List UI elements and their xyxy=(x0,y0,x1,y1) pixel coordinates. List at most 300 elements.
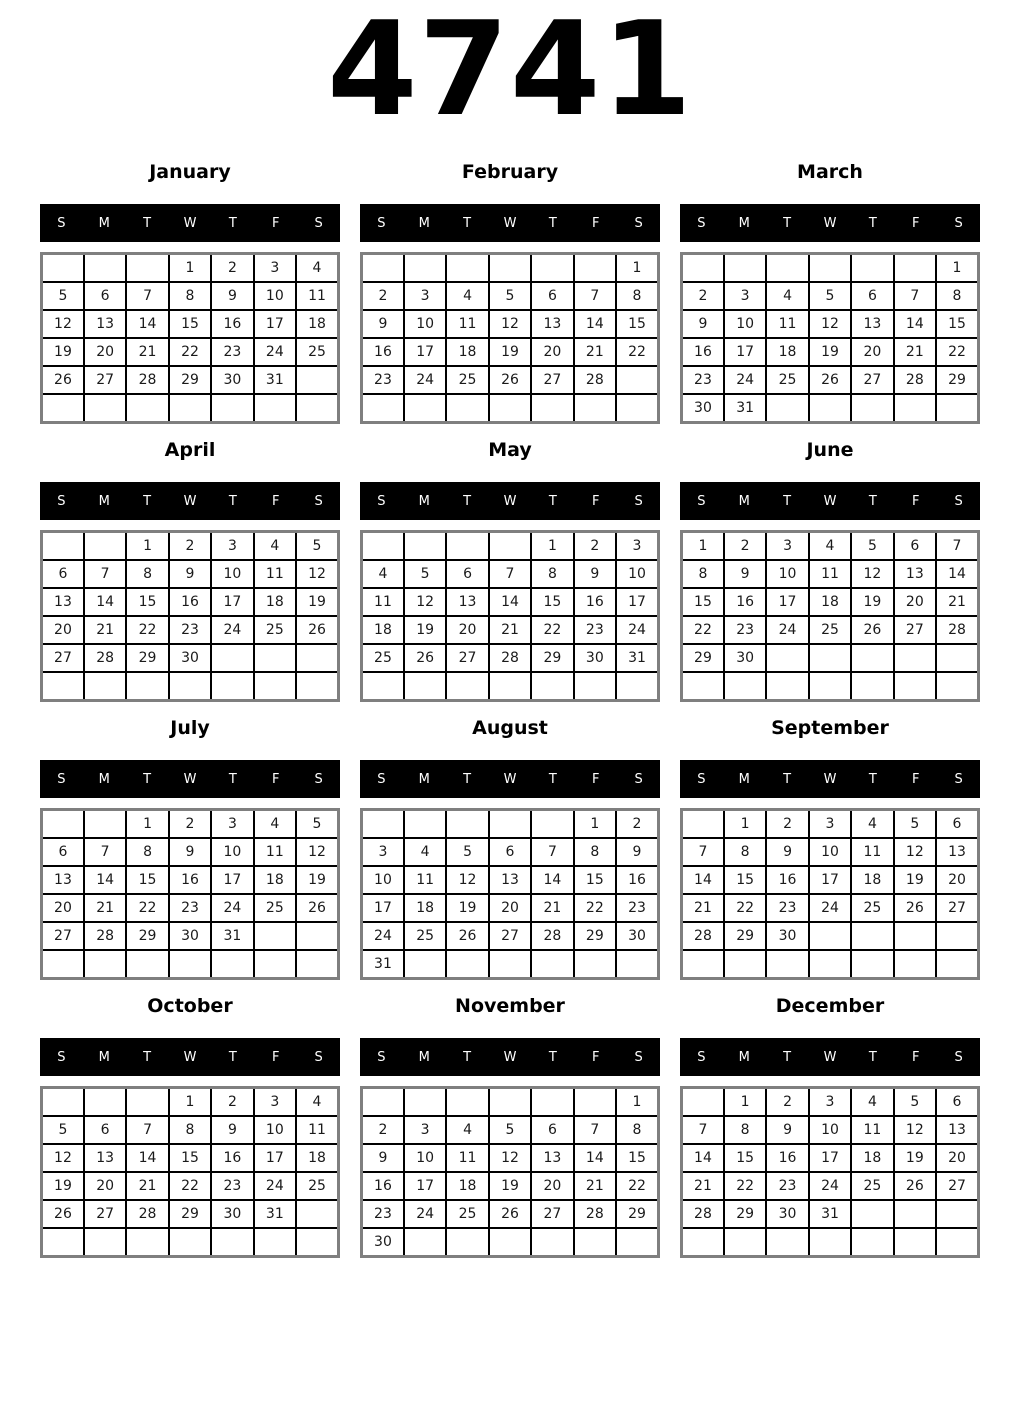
date-cell-empty xyxy=(616,672,658,701)
date-cell: 28 xyxy=(682,1200,724,1228)
week-row xyxy=(42,672,339,701)
week-row xyxy=(42,894,339,922)
month-march xyxy=(680,162,980,424)
date-cell: 22 xyxy=(126,616,168,644)
day-header-cell: M xyxy=(98,1049,110,1065)
date-cell-empty xyxy=(211,394,253,423)
date-cell: 18 xyxy=(851,866,893,894)
date-cell: 5 xyxy=(296,532,338,561)
date-cell: 26 xyxy=(42,366,84,394)
date-cell-empty xyxy=(126,1088,168,1117)
date-cell: 2 xyxy=(616,810,658,839)
day-header-cell: T xyxy=(868,215,877,231)
day-header-cell: S xyxy=(697,771,706,787)
week-row xyxy=(362,366,659,394)
day-header-cell: W xyxy=(183,771,197,787)
date-cell: 30 xyxy=(362,1228,404,1257)
date-cell: 4 xyxy=(446,1116,488,1144)
month-grid-table xyxy=(40,1086,340,1258)
day-header-row xyxy=(360,482,660,520)
date-cell: 6 xyxy=(84,1116,126,1144)
date-cell: 21 xyxy=(894,338,936,366)
week-row xyxy=(362,394,659,423)
date-cell: 8 xyxy=(724,838,766,866)
week-row xyxy=(42,588,339,616)
day-header-cell: W xyxy=(823,493,837,509)
day-header-cell: T xyxy=(463,493,472,509)
day-header-cell: F xyxy=(271,1049,280,1065)
date-cell: 25 xyxy=(296,338,338,366)
day-header-cell: S xyxy=(377,215,386,231)
date-cell-empty xyxy=(809,1228,851,1257)
date-cell: 8 xyxy=(936,282,978,310)
date-cell: 27 xyxy=(446,644,488,672)
date-cell: 16 xyxy=(211,310,253,338)
date-cell: 26 xyxy=(296,894,338,922)
week-row xyxy=(682,1144,979,1172)
date-cell: 2 xyxy=(766,810,808,839)
date-cell-empty xyxy=(254,644,296,672)
date-cell: 21 xyxy=(84,894,126,922)
date-cell: 30 xyxy=(211,366,253,394)
month-december xyxy=(680,996,980,1258)
date-cell: 3 xyxy=(766,532,808,561)
date-cell: 12 xyxy=(404,588,446,616)
date-cell: 9 xyxy=(169,838,211,866)
date-cell: 27 xyxy=(936,894,978,922)
date-cell: 6 xyxy=(531,1116,573,1144)
day-header-cell: F xyxy=(911,771,920,787)
date-cell: 26 xyxy=(489,1200,531,1228)
day-header-cell: S xyxy=(634,771,643,787)
date-cell: 8 xyxy=(574,838,616,866)
day-header-cell: S xyxy=(697,215,706,231)
date-cell: 21 xyxy=(574,338,616,366)
date-cell: 8 xyxy=(616,282,658,310)
date-cell: 17 xyxy=(724,338,766,366)
week-row xyxy=(682,1200,979,1228)
month-title: February xyxy=(461,161,559,183)
date-cell-empty xyxy=(616,1228,658,1257)
date-cell: 31 xyxy=(254,366,296,394)
date-cell: 25 xyxy=(254,894,296,922)
date-cell: 28 xyxy=(894,366,936,394)
date-cell: 15 xyxy=(531,588,573,616)
date-cell: 12 xyxy=(894,838,936,866)
month-november xyxy=(360,996,660,1258)
date-cell-empty xyxy=(766,672,808,701)
date-cell: 30 xyxy=(766,1200,808,1228)
date-cell: 4 xyxy=(446,282,488,310)
day-header-cell: T xyxy=(548,1049,557,1065)
date-cell: 3 xyxy=(211,532,253,561)
date-cell: 25 xyxy=(296,1172,338,1200)
date-cell: 20 xyxy=(42,616,84,644)
week-row xyxy=(682,1088,979,1117)
day-header-row xyxy=(40,760,340,798)
date-cell: 4 xyxy=(851,1088,893,1117)
date-cell: 25 xyxy=(362,644,404,672)
date-cell: 4 xyxy=(362,560,404,588)
week-row xyxy=(682,1228,979,1257)
date-cell: 3 xyxy=(211,810,253,839)
date-cell: 2 xyxy=(682,282,724,310)
week-row xyxy=(42,282,339,310)
week-row xyxy=(362,560,659,588)
week-row xyxy=(362,1116,659,1144)
date-cell: 24 xyxy=(211,894,253,922)
week-row xyxy=(682,838,979,866)
date-cell-empty xyxy=(489,1088,531,1117)
date-cell: 13 xyxy=(42,866,84,894)
date-cell: 5 xyxy=(894,810,936,839)
date-cell: 20 xyxy=(851,338,893,366)
week-row xyxy=(42,532,339,561)
day-header-cell: T xyxy=(143,1049,152,1065)
date-cell-empty xyxy=(211,1228,253,1257)
date-cell: 28 xyxy=(574,366,616,394)
day-header-cell: T xyxy=(143,493,152,509)
date-cell: 9 xyxy=(616,838,658,866)
week-row xyxy=(682,810,979,839)
date-cell: 7 xyxy=(936,532,978,561)
day-header-cell: W xyxy=(183,215,197,231)
date-cell-empty xyxy=(531,394,573,423)
week-row xyxy=(682,366,979,394)
date-cell: 16 xyxy=(766,1144,808,1172)
date-cell: 19 xyxy=(489,1172,531,1200)
week-row xyxy=(362,922,659,950)
date-cell: 11 xyxy=(254,560,296,588)
week-row xyxy=(362,310,659,338)
date-cell-empty xyxy=(489,672,531,701)
date-cell: 21 xyxy=(126,1172,168,1200)
week-row xyxy=(42,616,339,644)
date-cell: 19 xyxy=(851,588,893,616)
date-cell-empty xyxy=(446,532,488,561)
date-cell: 11 xyxy=(851,1116,893,1144)
date-cell: 8 xyxy=(169,1116,211,1144)
date-cell-empty xyxy=(489,254,531,283)
day-header-cell: M xyxy=(418,1049,430,1065)
date-cell: 1 xyxy=(616,1088,658,1117)
day-header-cell: S xyxy=(314,1049,323,1065)
month-february xyxy=(360,162,660,424)
week-row xyxy=(362,616,659,644)
date-cell-empty xyxy=(682,950,724,979)
date-cell: 23 xyxy=(169,616,211,644)
date-cell: 24 xyxy=(616,616,658,644)
date-cell: 17 xyxy=(362,894,404,922)
date-cell: 21 xyxy=(126,338,168,366)
date-cell: 18 xyxy=(296,310,338,338)
week-row xyxy=(682,1116,979,1144)
date-cell: 23 xyxy=(362,366,404,394)
date-cell: 13 xyxy=(936,1116,978,1144)
date-cell: 25 xyxy=(851,1172,893,1200)
date-cell: 22 xyxy=(724,894,766,922)
date-cell: 28 xyxy=(936,616,978,644)
date-cell: 27 xyxy=(489,922,531,950)
date-cell-empty xyxy=(42,532,84,561)
date-cell-empty xyxy=(809,394,851,423)
day-header-cell: T xyxy=(783,1049,792,1065)
date-cell: 20 xyxy=(894,588,936,616)
week-row xyxy=(362,1144,659,1172)
month-grid-table xyxy=(680,1086,980,1258)
date-cell-empty xyxy=(724,672,766,701)
date-cell: 8 xyxy=(682,560,724,588)
date-cell: 24 xyxy=(362,922,404,950)
date-cell: 4 xyxy=(809,532,851,561)
month-september xyxy=(680,718,980,980)
date-cell: 18 xyxy=(446,1172,488,1200)
month-title: December xyxy=(775,995,885,1017)
date-cell: 31 xyxy=(724,394,766,423)
date-cell: 5 xyxy=(446,838,488,866)
day-header-cell: W xyxy=(823,1049,837,1065)
date-cell-empty xyxy=(211,672,253,701)
date-cell-empty xyxy=(936,1200,978,1228)
date-cell: 12 xyxy=(296,560,338,588)
date-cell: 24 xyxy=(211,616,253,644)
date-cell: 2 xyxy=(362,282,404,310)
week-row xyxy=(362,532,659,561)
week-row xyxy=(682,1172,979,1200)
date-cell: 10 xyxy=(616,560,658,588)
day-header-cell: T xyxy=(868,493,877,509)
date-cell: 29 xyxy=(169,366,211,394)
day-header-cell: T xyxy=(228,215,237,231)
month-grid-table xyxy=(40,530,340,702)
date-cell-empty xyxy=(446,254,488,283)
day-header-cell: T xyxy=(463,771,472,787)
date-cell: 11 xyxy=(296,1116,338,1144)
date-cell: 5 xyxy=(42,1116,84,1144)
week-row xyxy=(42,338,339,366)
date-cell: 31 xyxy=(616,644,658,672)
date-cell-empty xyxy=(851,1200,893,1228)
date-cell: 15 xyxy=(724,1144,766,1172)
day-header-cell: S xyxy=(634,493,643,509)
day-header-cell: M xyxy=(98,771,110,787)
date-cell: 19 xyxy=(404,616,446,644)
date-cell: 1 xyxy=(616,254,658,283)
date-cell: 28 xyxy=(682,922,724,950)
date-cell-empty xyxy=(574,672,616,701)
day-header-cell: T xyxy=(143,215,152,231)
week-row xyxy=(42,1172,339,1200)
date-cell: 13 xyxy=(446,588,488,616)
date-cell: 23 xyxy=(169,894,211,922)
week-row xyxy=(682,560,979,588)
date-cell: 24 xyxy=(724,366,766,394)
date-cell: 30 xyxy=(169,644,211,672)
day-header-row xyxy=(360,204,660,242)
week-row xyxy=(42,1228,339,1257)
day-header-cell: F xyxy=(271,493,280,509)
week-row xyxy=(362,1200,659,1228)
date-cell: 31 xyxy=(211,922,253,950)
date-cell: 22 xyxy=(574,894,616,922)
months-grid xyxy=(0,162,1020,1258)
date-cell: 29 xyxy=(936,366,978,394)
date-cell-empty xyxy=(84,950,126,979)
day-header-cell: M xyxy=(98,215,110,231)
day-header-cell: F xyxy=(271,771,280,787)
day-header-row xyxy=(680,204,980,242)
date-cell-empty xyxy=(42,1228,84,1257)
date-cell: 15 xyxy=(616,310,658,338)
date-cell-empty xyxy=(296,1228,338,1257)
date-cell-empty xyxy=(404,1088,446,1117)
date-cell: 14 xyxy=(574,310,616,338)
date-cell: 5 xyxy=(851,532,893,561)
date-cell-empty xyxy=(404,532,446,561)
day-header-cell: S xyxy=(634,1049,643,1065)
week-row xyxy=(42,310,339,338)
date-cell-empty xyxy=(296,1200,338,1228)
date-cell: 8 xyxy=(531,560,573,588)
date-cell: 26 xyxy=(404,644,446,672)
date-cell: 11 xyxy=(404,866,446,894)
date-cell-empty xyxy=(616,366,658,394)
date-cell: 1 xyxy=(574,810,616,839)
date-cell-empty xyxy=(404,254,446,283)
month-grid-table xyxy=(680,252,980,424)
date-cell: 5 xyxy=(42,282,84,310)
date-cell: 2 xyxy=(211,254,253,283)
date-cell-empty xyxy=(809,672,851,701)
day-header-cell: T xyxy=(783,215,792,231)
date-cell-empty xyxy=(126,672,168,701)
date-cell-empty xyxy=(531,950,573,979)
date-cell-empty xyxy=(254,672,296,701)
date-cell: 20 xyxy=(936,866,978,894)
date-cell: 23 xyxy=(682,366,724,394)
date-cell: 1 xyxy=(682,532,724,561)
year-title: 4741 xyxy=(327,0,693,145)
date-cell: 25 xyxy=(851,894,893,922)
date-cell: 28 xyxy=(489,644,531,672)
week-row xyxy=(362,838,659,866)
date-cell: 28 xyxy=(84,922,126,950)
day-header-cell: S xyxy=(954,1049,963,1065)
date-cell: 3 xyxy=(809,810,851,839)
date-cell: 9 xyxy=(169,560,211,588)
week-row xyxy=(42,394,339,423)
date-cell-empty xyxy=(296,644,338,672)
date-cell: 26 xyxy=(446,922,488,950)
week-row xyxy=(682,644,979,672)
date-cell-empty xyxy=(84,532,126,561)
date-cell: 17 xyxy=(404,338,446,366)
day-header-cell: T xyxy=(228,493,237,509)
day-header-cell: F xyxy=(911,215,920,231)
week-row xyxy=(682,922,979,950)
month-title: March xyxy=(797,161,863,183)
week-row xyxy=(42,950,339,979)
date-cell: 27 xyxy=(894,616,936,644)
day-header-cell: T xyxy=(143,771,152,787)
week-row xyxy=(682,338,979,366)
date-cell: 30 xyxy=(574,644,616,672)
date-cell: 1 xyxy=(169,1088,211,1117)
date-cell-empty xyxy=(851,1228,893,1257)
date-cell: 23 xyxy=(616,894,658,922)
day-header-cell: S xyxy=(314,215,323,231)
date-cell: 17 xyxy=(254,1144,296,1172)
date-cell: 15 xyxy=(936,310,978,338)
date-cell-empty xyxy=(362,672,404,701)
date-cell-empty xyxy=(489,950,531,979)
date-cell-empty xyxy=(42,950,84,979)
date-cell-empty xyxy=(404,950,446,979)
day-header-cell: S xyxy=(377,771,386,787)
date-cell-empty xyxy=(616,950,658,979)
date-cell: 29 xyxy=(169,1200,211,1228)
date-cell-empty xyxy=(446,672,488,701)
date-cell-empty xyxy=(531,254,573,283)
week-row xyxy=(682,894,979,922)
date-cell: 5 xyxy=(296,810,338,839)
date-cell-empty xyxy=(809,644,851,672)
day-header-cell: M xyxy=(418,493,430,509)
date-cell: 23 xyxy=(766,894,808,922)
day-header-cell: T xyxy=(868,771,877,787)
week-row xyxy=(682,950,979,979)
date-cell-empty xyxy=(851,950,893,979)
date-cell: 14 xyxy=(682,866,724,894)
date-cell: 2 xyxy=(211,1088,253,1117)
day-header-cell: S xyxy=(57,215,66,231)
day-header-row xyxy=(40,1038,340,1076)
date-cell-empty xyxy=(446,1228,488,1257)
date-cell: 25 xyxy=(254,616,296,644)
day-header-cell: S xyxy=(57,771,66,787)
date-cell: 17 xyxy=(766,588,808,616)
date-cell: 16 xyxy=(362,338,404,366)
date-cell: 19 xyxy=(489,338,531,366)
date-cell-empty xyxy=(84,1088,126,1117)
date-cell: 10 xyxy=(766,560,808,588)
date-cell: 13 xyxy=(936,838,978,866)
week-row xyxy=(362,810,659,839)
day-header-cell: W xyxy=(503,493,517,509)
date-cell: 16 xyxy=(616,866,658,894)
week-row xyxy=(362,282,659,310)
date-cell: 6 xyxy=(446,560,488,588)
date-cell: 22 xyxy=(531,616,573,644)
date-cell: 19 xyxy=(894,1144,936,1172)
month-grid-table xyxy=(680,808,980,980)
date-cell-empty xyxy=(936,672,978,701)
date-cell: 12 xyxy=(809,310,851,338)
date-cell-empty xyxy=(296,922,338,950)
date-cell: 22 xyxy=(616,1172,658,1200)
date-cell-empty xyxy=(254,1228,296,1257)
date-cell: 14 xyxy=(126,310,168,338)
date-cell-empty xyxy=(809,922,851,950)
date-cell: 18 xyxy=(254,866,296,894)
date-cell: 18 xyxy=(809,588,851,616)
date-cell: 15 xyxy=(682,588,724,616)
week-row xyxy=(682,254,979,283)
date-cell-empty xyxy=(211,950,253,979)
date-cell-empty xyxy=(724,254,766,283)
date-cell-empty xyxy=(42,394,84,423)
date-cell: 21 xyxy=(682,1172,724,1200)
